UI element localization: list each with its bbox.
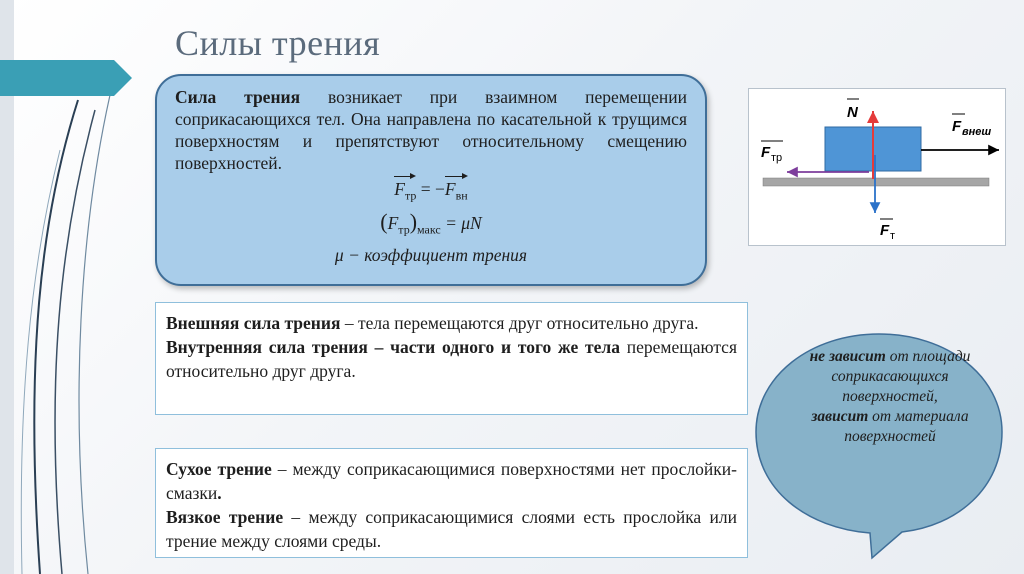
formula-friction-equals-external: $F_{тр} = -F_{вн}$ xyxy=(175,178,687,207)
vector-external: $F_{вн}$ xyxy=(445,178,468,207)
vector-friction: $F_{тр}$ xyxy=(394,178,416,207)
definition-text: возникает при взаимном перемещении соприкасающихся тел. Она направлена по касательной к трущимся поверхностям и препятствуют относительному смещению поверхностей. xyxy=(175,87,687,173)
friction-types-box xyxy=(155,302,748,415)
internal-friction-paragraph: Внутренняя сила трения – части одного и того же тела перемещаются относительно друг друга. xyxy=(166,337,737,381)
coefficient-line: μ − коэффициент трения xyxy=(334,245,528,265)
label-normal: N xyxy=(847,104,858,121)
external-friction-term: Внешняя сила трения xyxy=(166,313,341,333)
label-gravity: F xyxy=(880,222,890,239)
callout-bold-not-depends: не зависит xyxy=(809,348,886,365)
definition-term: Сила трения xyxy=(175,87,301,107)
callout-bold-depends: зависит xyxy=(811,408,869,425)
label-friction-sub: тр xyxy=(771,152,783,164)
dry-friction-paragraph: Сухое трение – между соприкасающимися поверхностями нет прослойки-смазки. xyxy=(166,459,737,503)
title-arrow-banner xyxy=(0,60,132,96)
force-diagram-svg xyxy=(749,89,1004,244)
label-external-sub: внеш xyxy=(962,126,992,138)
label-gravity-sub: т xyxy=(890,230,896,242)
dry-friction-term: Сухое трение xyxy=(166,459,272,479)
label-external: F xyxy=(952,118,962,135)
viscous-friction-term: Вязкое трение xyxy=(166,507,284,527)
label-friction: F xyxy=(761,144,771,161)
definition-box xyxy=(155,74,707,286)
surface xyxy=(763,178,989,186)
viscous-friction-paragraph: Вязкое трение – между соприкасающимися слоями есть прослойка или трение между слоями среды. xyxy=(166,507,737,551)
force-diagram xyxy=(748,88,1006,246)
internal-friction-term: Внутренняя сила трения – части одного и того же тела xyxy=(166,337,620,357)
formula-max-friction: $(F_{тр})_{макс} = \mu N$ xyxy=(380,208,482,236)
external-friction-paragraph: Внешняя сила трения – тела перемещаются друг относительно друга. xyxy=(166,313,699,333)
definition-paragraph xyxy=(175,86,687,174)
slide-title: Силы трения xyxy=(175,23,381,63)
dry-viscous-box xyxy=(155,448,748,558)
callout-text: не зависит от площади соприкасающихся поверхностей, зависит от материала поверхностей xyxy=(809,348,971,445)
